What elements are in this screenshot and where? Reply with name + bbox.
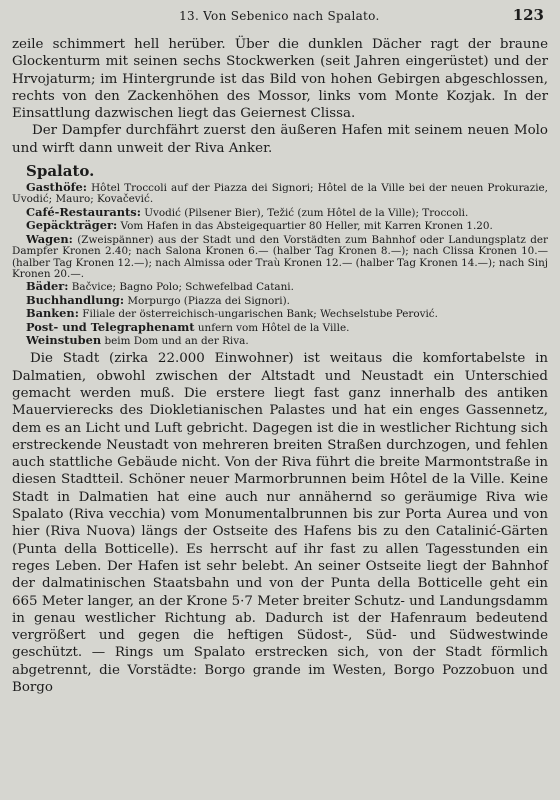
info-label: Weinstuben: [26, 332, 102, 347]
info-entry-hotels: [12, 182, 548, 206]
running-header: [12, 6, 548, 26]
info-entry-porters: [12, 220, 548, 232]
main-paragraph: Die Stadt (zirka 22.000 Einwohner) ist weitaus die komfortabelste in Dalmatien, obwohl zwischen der Altstadt und Neustadt ein Unterschied gemacht werden muß. Die erstere liegt fast ganz innerhalb des antiken Mauervierecks des Diokletianischen Palastes und hat ein enges Gassennetz, dem es an Licht und Luft gebricht. Dagegen ist die in westlicher Richtung sich erstreckende Neustadt von mehreren breiten Straßen durchzogen, und fehlen auch stattliche Gebäude nicht. Von der Riva führt die breite Marmontstraße in diesen Stadtteil. Schöner neuer Marmorbrunnen beim Hôtel de la Ville. Keine Stadt in Dalmatien hat eine auch nur annähernd so geräumige Riva wie Spalato (Riva vecchia) vom Monumentalbrunnen bis zur Porta Aurea und von hier (Riva Nuova) längs der Ostseite des Hafens bis zu den Catalinić-Gärten (Punta della Botticelle). Es herrscht auf ihr fast zu allen Tagesstunden ein reges Leben. Der Hafen ist sehr belebt. An seiner Ostseite liegt der Bahnhof der dalmatinischen Staatsbahn und von der Punta della Botticelle geht ein 665 Meter langer, an der Krone 5·7 Meter breiter Schutz- und Landungsdamm in genau westlicher Richtung ab. Dadurch ist der Hafenraum bedeutend vergrößert und gegen die heftigen Südost-, Süd- und Südwestwinde geschützt. — Rings um Spalato erstrecken sich, von der Stadt förmlich abgetrennt, die Vorstädte: Borgo grande im Westen, Borgo Pozzobuon und Borgo: [12, 351, 548, 695]
info-text: Morpurgo (Piazza dei Signori).: [127, 294, 290, 307]
main-text: [12, 350, 548, 696]
info-text: Hôtel Troccoli auf der Piazza dei Signori; Hôtel de la Ville bei der neuen Prokurazie, Uvodić; Mauro; Kovačević.: [12, 182, 548, 206]
info-label: Wagen:: [26, 231, 73, 246]
page-body: [12, 36, 548, 696]
info-label: Gepäckträger:: [26, 218, 118, 233]
info-list: [12, 182, 548, 347]
info-label: Bäder:: [26, 279, 69, 294]
info-text: (Zweispänner) aus der Stadt und den Vorstädten zum Bahnhof oder Landungsplatz der Dampfer Kronen 2.40; nach Salona Kronen 6.— (halber Tag Kronen 8.—); nach Clissa Kronen 10.— (halber Tag Kronen 12.—); nach Almissa oder Traù Kronen 12.— (halber Tag Kronen 14.—); nach Sinj Kronen 20.—.: [12, 233, 548, 280]
info-label: Buchhandlung:: [26, 292, 125, 307]
info-text: Vom Hafen in das Absteigequartier 80 Heller, mit Karren Kronen 1.20.: [120, 220, 493, 233]
info-text: Uvodić (Pilsener Bier), Težić (zum Hôtel de la Ville); Troccoli.: [144, 206, 469, 219]
info-label: Banken:: [26, 306, 79, 321]
info-entry-carriages: [12, 231, 548, 281]
intro-paragraph: zeile schimmert hell herüber. Über die dunklen Dächer ragt der braune Glockenturm mit seinen sechs Stockwerken (seit Jahren eingerüstet) und der Hrvojaturm; im Hintergrunde ist das Bild von hohen Gebirgen abgeschlossen, rechts von den Zackenhöhen des Mossor, links vom Monte Kozjak. In der Einsattlung dazwischen liegt das Geiernest Clissa.: [12, 37, 548, 122]
info-entry-wine: [12, 332, 548, 347]
info-text: beim Dom und an der Riva.: [104, 334, 249, 347]
section-heading: Spalato.: [26, 162, 95, 181]
info-text: Filiale der österreichisch-ungarischen Bank; Wechselstube Perović.: [82, 308, 438, 321]
running-title: 13. Von Sebenico nach Spalato.: [179, 9, 380, 23]
info-entry-bookshop: [12, 292, 548, 307]
info-label: Post- und Telegraphenamt: [26, 319, 195, 334]
info-text: unfern vom Hôtel de la Ville.: [197, 321, 350, 334]
info-text: Bačvice; Bagno Polo; Schwefelbad Catani.: [71, 281, 294, 294]
info-label: Café-Restaurants:: [26, 204, 141, 219]
page-number: 123: [512, 6, 544, 24]
steamer-paragraph: Der Dampfer durchfährt zuerst den äußeren Hafen mit seinem neuen Molo und wirft dann unweit der Riva Anker.: [12, 123, 548, 156]
info-label: Gasthöfe:: [26, 180, 88, 195]
